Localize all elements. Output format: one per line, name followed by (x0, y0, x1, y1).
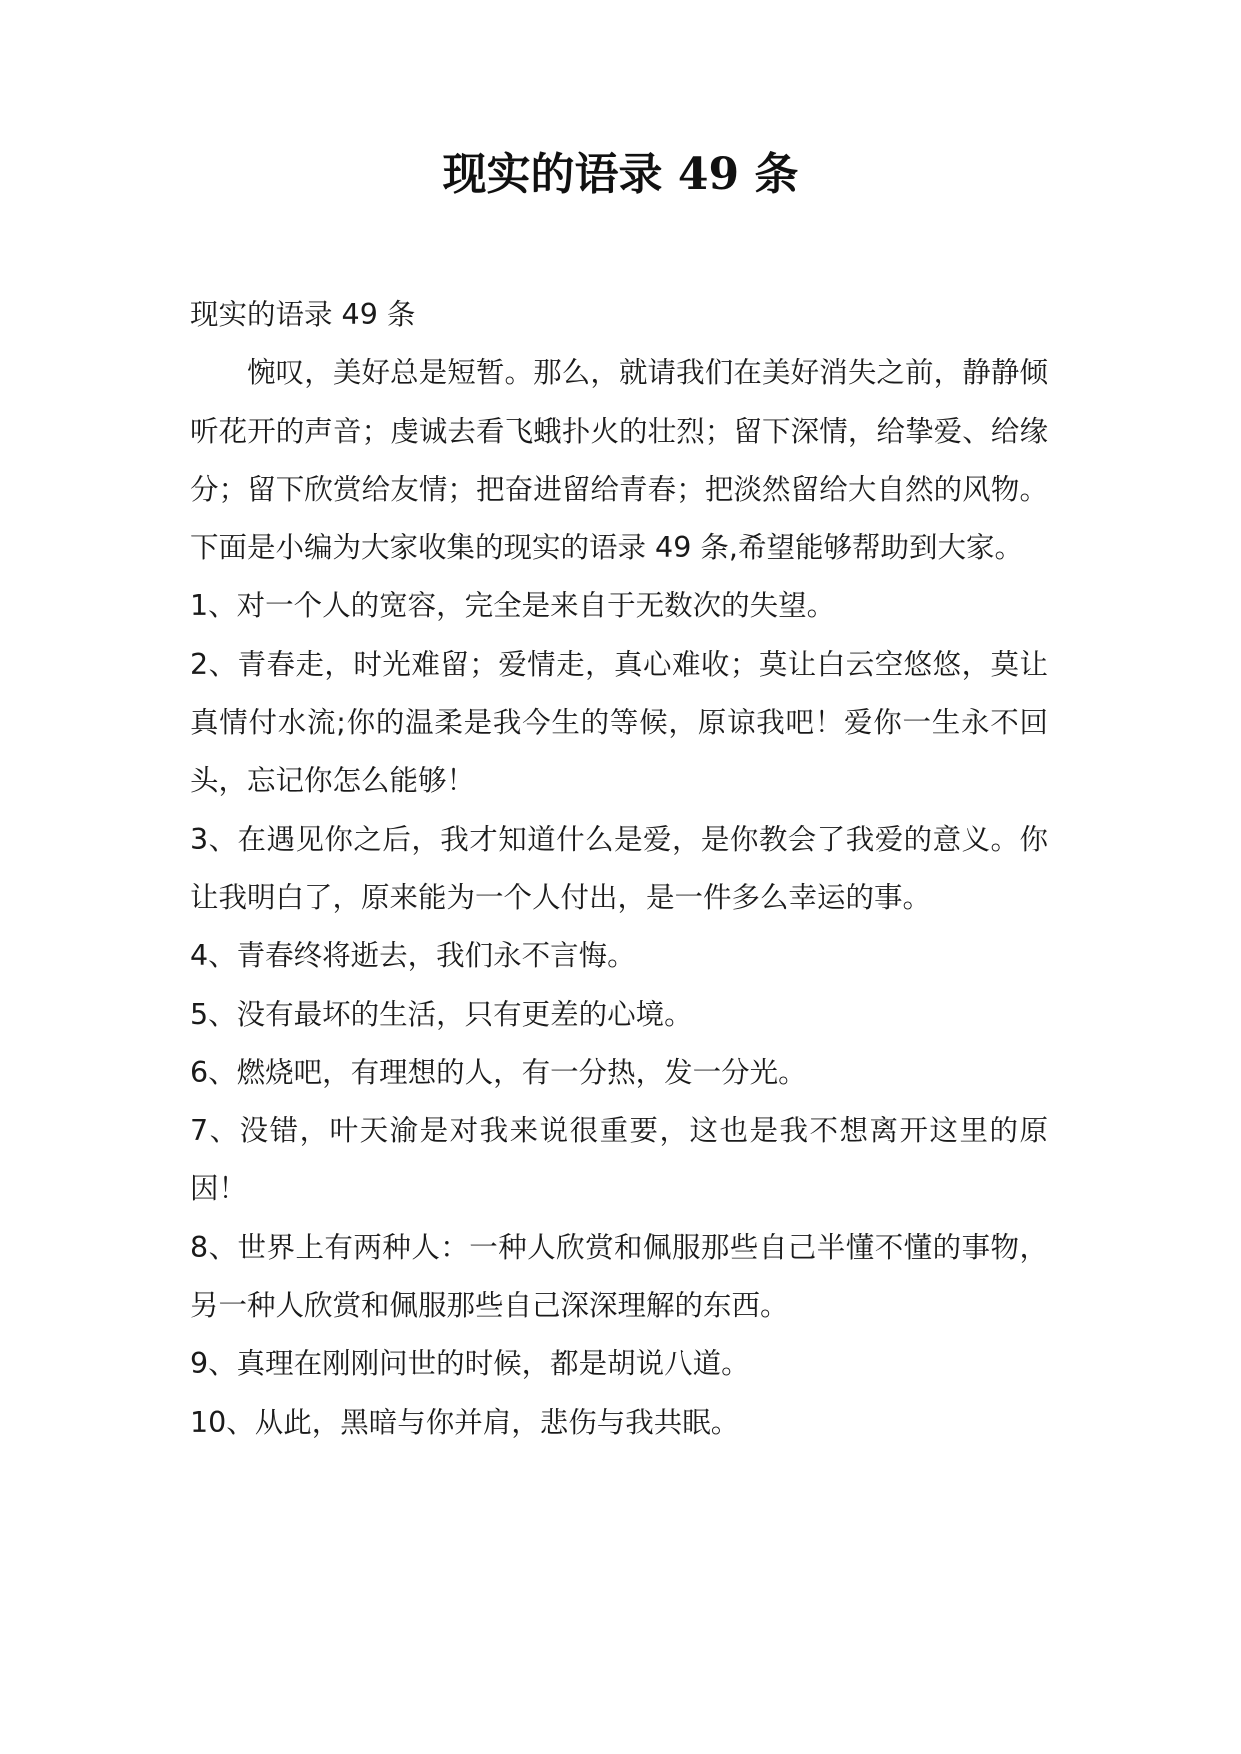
document-body (190, 286, 1048, 1452)
intro-paragraph: 惋叹，美好总是短暂。那么，就请我们在美好消失之前，静静倾听花开的声音；虔诚去看飞蛾扑火的壮烈；留下深情，给挚爱、给缘分；留下欣赏给友情；把奋进留给青春；把淡然留给大自然的风物。下面是小编为大家收集的现实的语录 49 条,希望能够帮助到大家。 (190, 356, 1048, 565)
quote-item: 5、没有最坏的生活，只有更差的心境。 (190, 997, 693, 1031)
quote-item: 10、从此，黑暗与你并肩，悲伤与我共眠。 (190, 1405, 740, 1439)
quote-item: 7、没错，叶天渝是对我来说很重要，这也是我不想离开这里的原因！ (190, 1114, 1048, 1206)
quote-item: 6、燃烧吧，有理想的人，有一分热，发一分光。 (190, 1055, 807, 1089)
quote-item: 8、世界上有两种人：一种人欣赏和佩服那些自己半懂不懂的事物，另一种人欣赏和佩服那些自己深深理解的东西。 (190, 1230, 1048, 1323)
quote-item: 9、真理在刚刚问世的时候，都是胡说八道。 (190, 1347, 750, 1381)
quote-item: 2、青春走，时光难留；爱情走，真心难收；莫让白云空悠悠，莫让真情付水流;你的温柔是我今生的等候，原谅我吧！爱你一生永不回头，忘记你怎么能够！ (190, 647, 1048, 798)
document-title: 现实的语录 49 条 (442, 149, 799, 200)
quote-item: 1、对一个人的宽容，完全是来自于无数次的失望。 (190, 589, 836, 623)
quote-item: 4、青春终将逝去，我们永不言悔。 (190, 939, 636, 973)
quote-item: 3、在遇见你之后，我才知道什么是爱，是你教会了我爱的意义。你让我明白了，原来能为一个人付出，是一件多么幸运的事。 (190, 822, 1048, 914)
document-subtitle: 现实的语录 49 条 (190, 298, 416, 331)
